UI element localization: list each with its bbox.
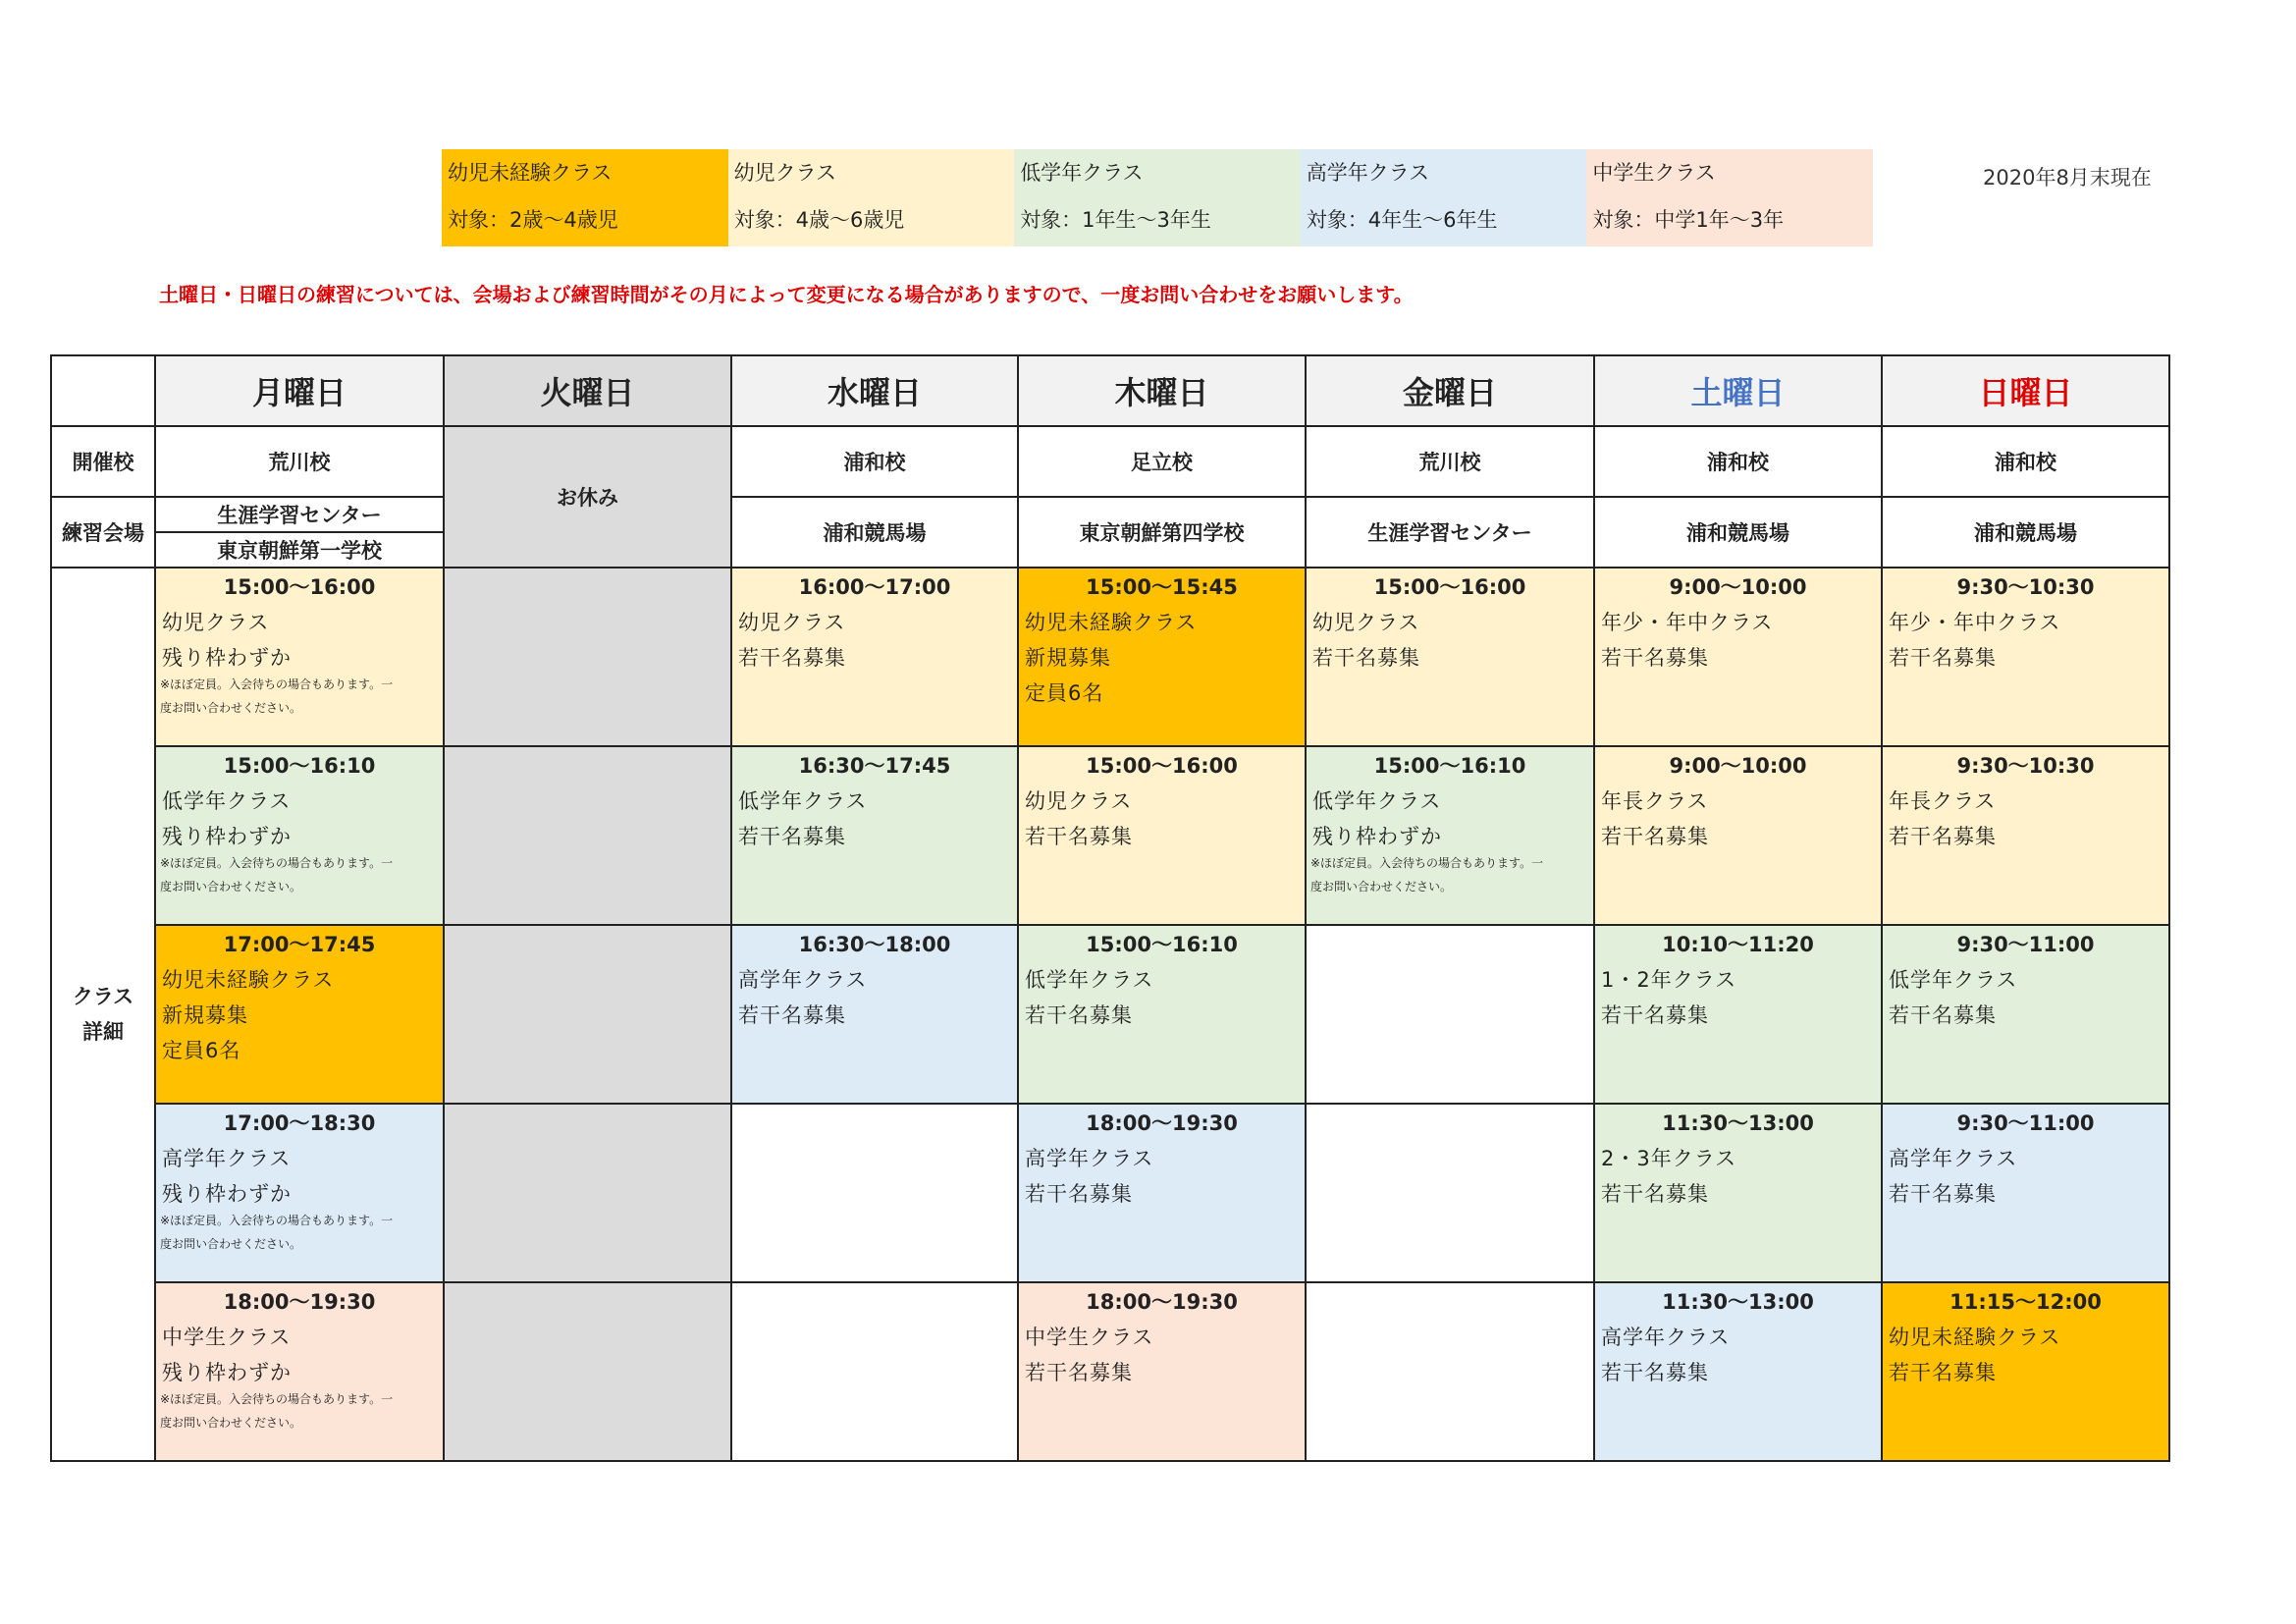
slot-cell-empty: [1306, 925, 1594, 1104]
slot-time: 17:00〜17:45: [223, 933, 376, 956]
slot-class: 幼児クラス: [1312, 611, 1420, 634]
legend-class-name: 低学年クラス: [1020, 161, 1144, 185]
slot-cell: [1018, 568, 1306, 746]
slot-class: 年長クラス: [1889, 789, 1997, 813]
slot-cell: [1306, 568, 1594, 746]
slot-time: 10:10〜11:20: [1662, 933, 1814, 956]
slot-cell: [1594, 1282, 1882, 1461]
slot-class: 中学生クラス: [1025, 1326, 1154, 1349]
slot-class: 低学年クラス: [1025, 968, 1154, 992]
slot-class: 年長クラス: [1601, 789, 1709, 813]
slot-time: 18:00〜19:30: [223, 1290, 376, 1314]
school-row: [51, 426, 2169, 497]
slot-class: 高学年クラス: [1025, 1147, 1154, 1170]
class-detail-label-line1: クラス: [72, 985, 134, 1008]
slot-class: 年少・年中クラス: [1889, 611, 2061, 634]
weekend-notice: 土曜日・日曜日の練習については、会場および練習時間がその月によって変更になる場合がありますので、一度お問い合わせをお願いします。: [159, 283, 1414, 306]
slot-status: 残り枠わずか: [162, 1361, 292, 1384]
slot-time: 17:00〜18:30: [223, 1111, 376, 1135]
slot-note-line: 度お問い合わせください。: [160, 1237, 302, 1251]
slot-class: 1・2年クラス: [1601, 968, 1737, 992]
slot-status: 若干名募集: [1889, 646, 1997, 670]
day-header-sun: 日曜日: [1882, 355, 2169, 426]
legend-item-lower-grade: [1014, 149, 1301, 246]
slot-cell: [1018, 1104, 1306, 1282]
slot-cell: [1594, 925, 1882, 1104]
day-header-thu: 木曜日: [1018, 355, 1306, 426]
venue-row: [51, 497, 2169, 568]
slot-time: 9:30〜10:30: [1956, 754, 2095, 778]
slot-time: 9:30〜11:00: [1956, 1111, 2095, 1135]
slot-note-line: 度お問い合わせください。: [160, 701, 302, 715]
slot-status: 新規募集: [162, 1003, 248, 1027]
slot-time: 9:00〜10:00: [1669, 575, 1807, 599]
legend-class-target: 対象：2歳〜4歳児: [448, 208, 618, 232]
corner-cell: [51, 355, 155, 426]
slot-class: 低学年クラス: [738, 789, 868, 813]
slot-cell-closed: [444, 1282, 731, 1461]
class-legend: [442, 149, 1873, 246]
slot-time: 16:30〜17:45: [798, 754, 951, 778]
day-header-tue: 火曜日: [444, 355, 731, 426]
class-detail-label: [51, 568, 155, 1461]
slot-class: 高学年クラス: [1601, 1326, 1731, 1349]
class-detail-label-line2: 詳細: [82, 1020, 124, 1044]
school-sat: 浦和校: [1594, 426, 1882, 497]
slot-time: 15:00〜16:00: [1086, 754, 1238, 778]
slot-capacity: 定員6名: [1025, 681, 1104, 705]
school-mon: 荒川校: [155, 426, 444, 497]
slot-status: 若干名募集: [1889, 825, 1997, 848]
slot-note: [156, 851, 443, 898]
slot-note-line: ※ほぼ定員。入会待ちの場合もあります。一: [160, 856, 394, 870]
slot-time: 15:00〜16:10: [1373, 754, 1526, 778]
slot-row-2: [51, 746, 2169, 925]
slot-cell: [155, 1104, 444, 1282]
legend-item-upper-grade: [1301, 149, 1587, 246]
slot-status: 若干名募集: [1601, 1361, 1709, 1384]
legend-class-name: 幼児未経験クラス: [448, 161, 613, 185]
slot-note-line: ※ほぼ定員。入会待ちの場合もあります。一: [160, 1214, 394, 1227]
slot-class: 低学年クラス: [1312, 789, 1442, 813]
slot-cell: [1882, 746, 2169, 925]
slot-class: 中学生クラス: [162, 1326, 292, 1349]
slot-cell: [1882, 925, 2169, 1104]
slot-class: 低学年クラス: [1889, 968, 2018, 992]
venue-thu: 東京朝鮮第四学校: [1018, 497, 1306, 568]
slot-note: [1307, 851, 1593, 898]
slot-row-4: [51, 1104, 2169, 1282]
slot-time: 15:00〜16:10: [223, 754, 376, 778]
slot-note-line: 度お問い合わせください。: [160, 1416, 302, 1430]
slot-cell: [731, 925, 1018, 1104]
slot-cell: [731, 568, 1018, 746]
slot-class: 高学年クラス: [738, 968, 868, 992]
slot-time: 15:00〜16:00: [223, 575, 376, 599]
slot-status: 残り枠わずか: [1312, 825, 1442, 848]
slot-row-3: [51, 925, 2169, 1104]
slot-note-line: ※ほぼ定員。入会待ちの場合もあります。一: [160, 1392, 394, 1406]
slot-class: 高学年クラス: [162, 1147, 292, 1170]
slot-class: 幼児クラス: [738, 611, 846, 634]
slot-cell-closed: [444, 1104, 731, 1282]
slot-cell: [1882, 568, 2169, 746]
venue-fri: 生涯学習センター: [1306, 497, 1594, 568]
venue-wed: 浦和競馬場: [731, 497, 1018, 568]
slot-row-5: [51, 1282, 2169, 1461]
school-sun: 浦和校: [1882, 426, 2169, 497]
tuesday-closed: お休み: [444, 426, 731, 568]
slot-note: [156, 1209, 443, 1256]
legend-class-target: 対象：1年生〜3年生: [1020, 208, 1211, 232]
slot-cell: [1882, 1104, 2169, 1282]
school-fri: 荒川校: [1306, 426, 1594, 497]
as-of-date: 2020年8月末現在: [1983, 166, 2152, 189]
slot-cell-empty: [1306, 1282, 1594, 1461]
slot-status: 若干名募集: [1312, 646, 1420, 670]
slot-note-line: ※ほぼ定員。入会待ちの場合もあります。一: [1310, 856, 1544, 870]
slot-status: 新規募集: [1025, 646, 1111, 670]
slot-cell: [155, 568, 444, 746]
slot-status: 若干名募集: [1889, 1361, 1997, 1384]
slot-status: 若干名募集: [1601, 1003, 1709, 1027]
slot-note-line: 度お問い合わせください。: [160, 880, 302, 893]
slot-status: 若干名募集: [1025, 1182, 1133, 1206]
venue-mon-1: 生涯学習センター: [217, 504, 382, 527]
slot-status: 若干名募集: [738, 825, 846, 848]
slot-status: 若干名募集: [1889, 1182, 1997, 1206]
day-header-sat: 土曜日: [1594, 355, 1882, 426]
slot-status: 残り枠わずか: [162, 1182, 292, 1206]
school-thu: 足立校: [1018, 426, 1306, 497]
slot-status: 若干名募集: [1601, 1182, 1709, 1206]
slot-time: 16:30〜18:00: [798, 933, 951, 956]
slot-cell: [1594, 1104, 1882, 1282]
slot-cell: [1882, 1282, 2169, 1461]
legend-item-infant: [728, 149, 1015, 246]
slot-class: 年少・年中クラス: [1601, 611, 1774, 634]
slot-status: 若干名募集: [1601, 646, 1709, 670]
slot-cell: [1306, 746, 1594, 925]
slot-cell: [155, 925, 444, 1104]
slot-cell: [155, 1282, 444, 1461]
slot-cell-empty: [1306, 1104, 1594, 1282]
legend-class-name: 幼児クラス: [733, 161, 836, 185]
slot-time: 15:00〜15:45: [1086, 575, 1238, 599]
slot-status: 若干名募集: [1601, 825, 1709, 848]
legend-class-target: 対象：4年生〜6年生: [1306, 208, 1498, 232]
legend-class-name: 高学年クラス: [1306, 161, 1430, 185]
slot-class: 幼児クラス: [1025, 789, 1133, 813]
slot-time: 18:00〜19:30: [1086, 1290, 1238, 1314]
schedule-table: [50, 354, 2170, 1462]
slot-class: 2・3年クラス: [1601, 1147, 1737, 1170]
slot-time: 9:00〜10:00: [1669, 754, 1807, 778]
slot-cell: [155, 746, 444, 925]
slot-status: 若干名募集: [1889, 1003, 1997, 1027]
slot-cell-closed: [444, 925, 731, 1104]
slot-status: 若干名募集: [738, 1003, 846, 1027]
school-row-label: 開催校: [51, 426, 155, 497]
slot-note: [156, 1387, 443, 1435]
slot-status: 若干名募集: [738, 646, 846, 670]
slot-row-1: [51, 568, 2169, 746]
legend-class-target: 対象：中学1年〜3年: [1592, 208, 1785, 232]
slot-status: 若干名募集: [1025, 825, 1133, 848]
slot-note: [156, 673, 443, 720]
slot-status: 若干名募集: [1025, 1361, 1133, 1384]
slot-cell: [1594, 568, 1882, 746]
venue-sun: 浦和競馬場: [1882, 497, 2169, 568]
slot-cell-closed: [444, 568, 731, 746]
slot-time: 15:00〜16:00: [1373, 575, 1526, 599]
venue-sat: 浦和競馬場: [1594, 497, 1882, 568]
legend-item-infant-beginner: [442, 149, 728, 246]
slot-note-line: 度お問い合わせください。: [1310, 880, 1453, 893]
slot-cell: [1018, 1282, 1306, 1461]
slot-time: 9:30〜11:00: [1956, 933, 2095, 956]
slot-status: 残り枠わずか: [162, 646, 292, 670]
slot-cell: [1018, 746, 1306, 925]
slot-cell: [1594, 746, 1882, 925]
slot-cell-empty: [731, 1104, 1018, 1282]
slot-cell-empty: [731, 1282, 1018, 1461]
day-header-mon: 月曜日: [155, 355, 444, 426]
slot-cell: [731, 746, 1018, 925]
slot-capacity: 定員6名: [162, 1039, 241, 1062]
legend-class-name: 中学生クラス: [1592, 161, 1716, 185]
venue-row-label: 練習会場: [51, 497, 155, 568]
slot-cell: [1018, 925, 1306, 1104]
slot-time: 11:30〜13:00: [1662, 1290, 1814, 1314]
slot-class: 高学年クラス: [1889, 1147, 2018, 1170]
slot-time: 15:00〜16:10: [1086, 933, 1238, 956]
slot-status: 残り枠わずか: [162, 825, 292, 848]
slot-time: 11:15〜12:00: [1949, 1290, 2102, 1314]
slot-time: 9:30〜10:30: [1956, 575, 2095, 599]
day-header-fri: 金曜日: [1306, 355, 1594, 426]
legend-class-target: 対象：4歳〜6歳児: [733, 208, 905, 232]
legend-item-junior-high: [1586, 149, 1873, 246]
slot-class: 低学年クラス: [162, 789, 292, 813]
slot-note-line: ※ほぼ定員。入会待ちの場合もあります。一: [160, 677, 394, 691]
venue-mon-2: 東京朝鮮第一学校: [156, 531, 443, 567]
day-header-wed: 水曜日: [731, 355, 1018, 426]
slot-cell-closed: [444, 746, 731, 925]
slot-class: 幼児未経験クラス: [1889, 1326, 2061, 1349]
school-wed: 浦和校: [731, 426, 1018, 497]
slot-time: 16:00〜17:00: [798, 575, 951, 599]
slot-time: 18:00〜19:30: [1086, 1111, 1238, 1135]
slot-status: 若干名募集: [1025, 1003, 1133, 1027]
slot-class: 幼児クラス: [162, 611, 270, 634]
slot-class: 幼児未経験クラス: [162, 968, 335, 992]
day-header-row: [51, 355, 2169, 426]
slot-class: 幼児未経験クラス: [1025, 611, 1198, 634]
venue-mon: [155, 497, 444, 568]
slot-time: 11:30〜13:00: [1662, 1111, 1814, 1135]
